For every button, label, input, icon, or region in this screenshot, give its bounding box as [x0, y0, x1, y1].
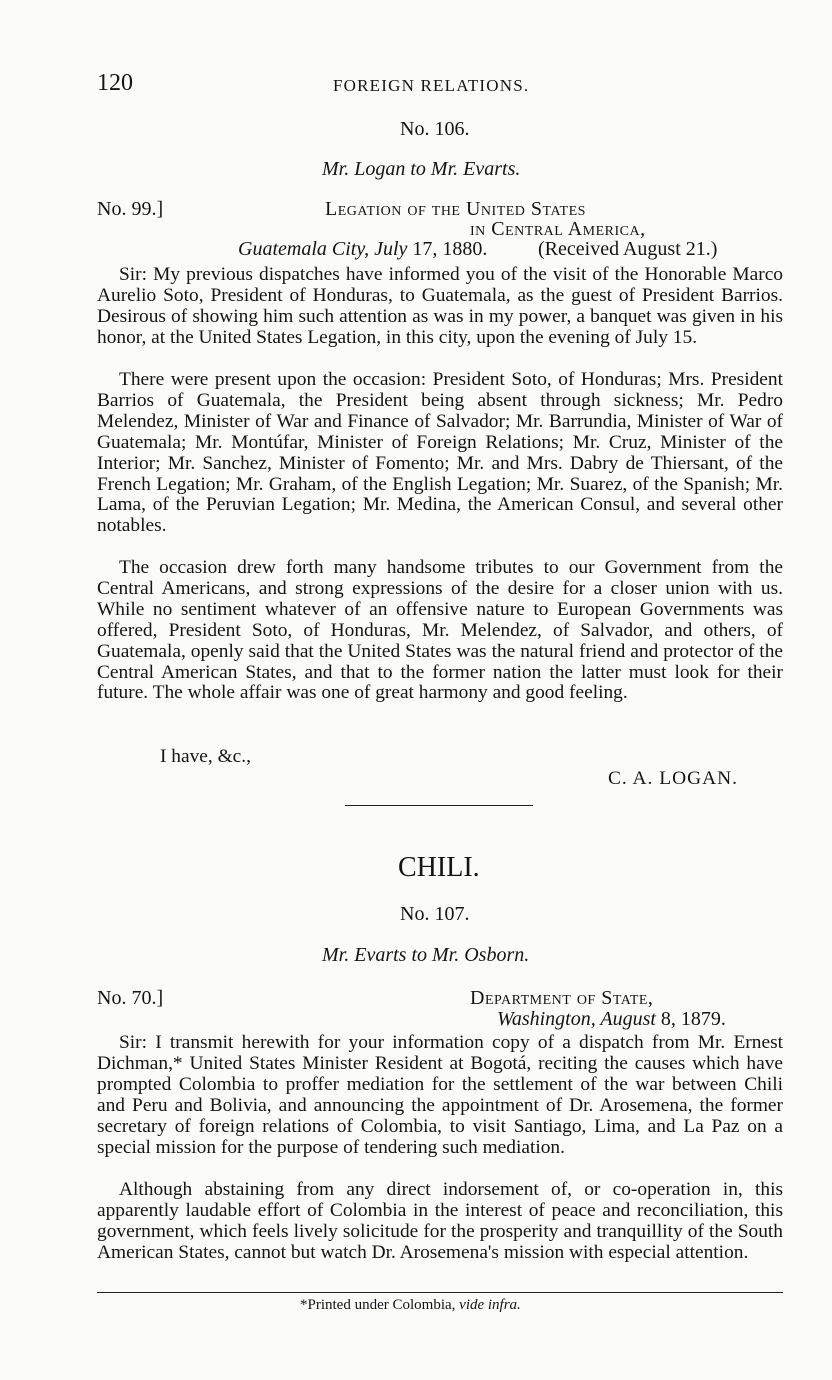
paragraph [97, 1033, 783, 1158]
place-line-2: in Central America, [470, 218, 646, 240]
dispatch-number: No. 70.] [97, 987, 164, 1009]
closing-line: I have, &c., [160, 746, 251, 767]
section-divider [345, 805, 533, 806]
paragraph-text: There were present upon the occasion: President Soto, of Honduras; Mrs. President Barrios of Guatemala, the President being absent through sickness; Mr. Pedro Melendez, Minister of War and Finance of Salvador; Mr. Barrundia, Minister of War of Guatemala; Mr. Montúfar, Minister of Foreign Relations; Mr. Cruz, Minister of the Interior; Mr. Sanchez, Minister of Fomento; Mr. and Mrs. Dabry de Thiersant, of the French Legation; Mr. Graham, of the English Legation; Mr. Suarez, of the Spanish; Mr. Lama, of the Peruvian Legation; Mr. Medina, the American Consul, and several other notables. [97, 369, 783, 537]
paragraph-text: Sir: My previous dispatches have informed you of the visit of the Honorable Marco Aurelio Soto, President of Honduras, to Guatemala, as the guest of President Barrios. Desirous of showing him such attention as was in my power, a banquet was given in his honor, at the United States Legation, in this city, upon the evening of July 15. [97, 264, 783, 348]
paragraph-text: Although abstaining from any direct indorsement of, or co-operation in, this apparently laudable effort of Colombia in the interest of peace and reconciliation, this government, which feels lively solicitude for the prosperity and tranquillity of the South American States, cannot but watch Dr. Arosemena's mission with especial attention. [97, 1179, 783, 1263]
dateline [497, 1008, 726, 1031]
dateline-place: Guatemala City, July [238, 238, 408, 260]
dateline-date: 8, 1879. [655, 1008, 726, 1030]
paragraph [97, 370, 783, 537]
footnote-text: *Printed under Colombia, [300, 1297, 456, 1313]
place-line-1: Department of State, [470, 987, 654, 1009]
footnote [300, 1297, 521, 1314]
paragraph [97, 1180, 783, 1264]
running-title: FOREIGN RELATIONS. [333, 76, 530, 95]
document-number: No. 107. [400, 903, 470, 925]
correspondence-heading: Mr. Logan to Mr. Evarts. [322, 158, 521, 180]
document-number: No. 106. [400, 118, 470, 140]
paragraph-text: Sir: I transmit herewith for your information copy of a dispatch from Mr. Ernest Dichman,* United States Minister Resident at Bogotá, reciting the causes which have prompted Colombia to proffer mediation for the settlement of the war between Chili and Peru and Bolivia, and announcing the appointment of Dr. Arosemena, the former secretary of foreign relations of Colombia, to visit Santiago, Lima, and La Paz on a special mission for the purpose of tendering such mediation. [97, 1032, 783, 1158]
dateline-date: 17, 1880. [407, 238, 488, 260]
footnote-italic: vide infra. [455, 1297, 521, 1313]
page-number: 120 [97, 70, 133, 96]
footnote-rule [97, 1292, 783, 1293]
place-line-1: Legation of the United States [325, 198, 586, 220]
section-title: CHILI. [398, 852, 480, 883]
dispatch-number: No. 99.] [97, 198, 164, 220]
dateline [238, 238, 487, 261]
dateline-place: Washington, August [497, 1008, 656, 1030]
paragraph [97, 265, 783, 349]
received-note: (Received August 21.) [538, 238, 718, 260]
correspondence-heading: Mr. Evarts to Mr. Osborn. [322, 944, 530, 966]
paragraph-text: The occasion drew forth many handsome tributes to our Government from the Central Americans, and strong expressions of the desire for a closer union with us. While no sentiment whatever of an offensive nature to European Governments was offered, President Soto, of Honduras, Mr. Melendez, of Salvador, and others, of Guatemala, openly said that the United States was the natural friend and protector of the Central American States, and that to the former nation the latter must look for their future. The whole affair was one of great harmony and good feeling. [97, 557, 783, 704]
signature: C. A. LOGAN. [608, 768, 738, 789]
paragraph [97, 558, 783, 704]
